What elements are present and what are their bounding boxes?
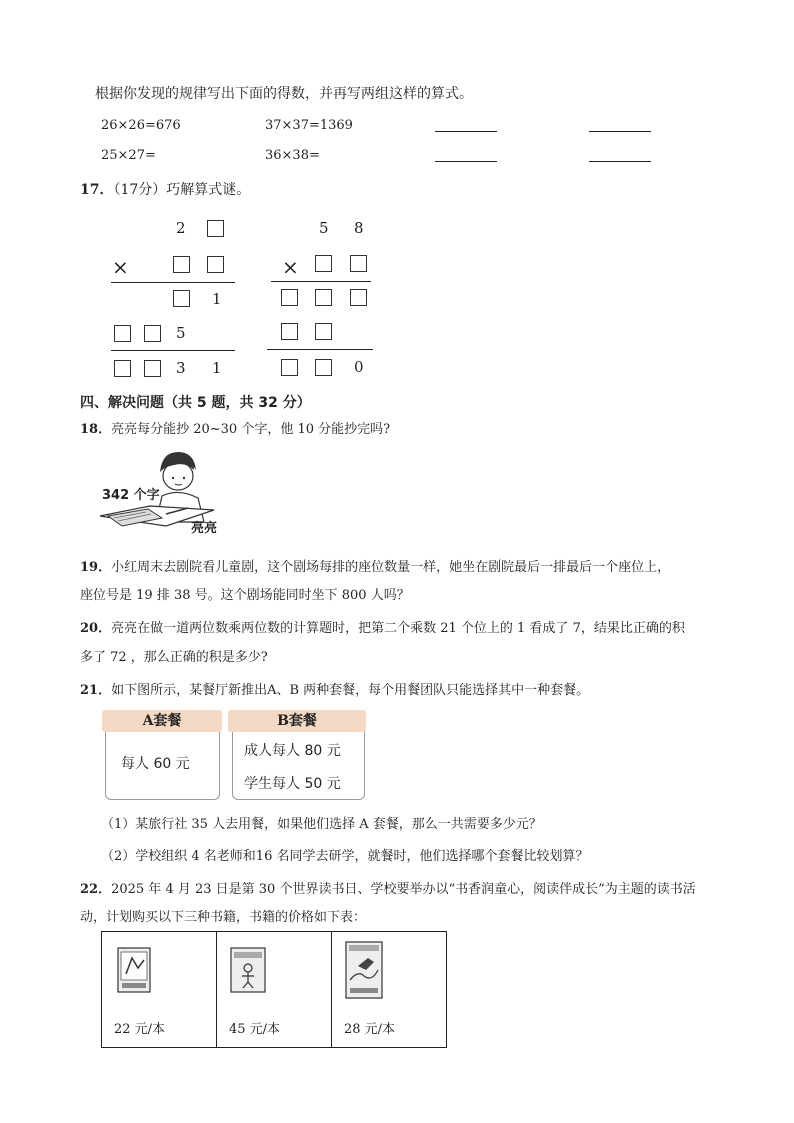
question-number: 17． — [80, 182, 114, 198]
question-number: 20． — [80, 621, 112, 636]
digit-box[interactable] — [315, 255, 332, 272]
answer-blank[interactable] — [589, 161, 651, 162]
question-19 — [80, 556, 670, 575]
pattern-row2-left: 25×27= — [101, 148, 156, 163]
question-22 — [80, 878, 696, 897]
book-cell — [102, 932, 217, 1048]
digit: 8 — [354, 219, 364, 237]
divider-line — [111, 282, 235, 283]
book-price: 22 元/本 — [114, 1022, 166, 1037]
question-text: 2025 年 4 月 23 日是第 30 个世界读书日、学校要举办以“书香润童心，阅读伴成长”为主题的读书活 — [111, 882, 696, 897]
answer-blank[interactable] — [435, 131, 497, 132]
digit-box[interactable] — [144, 360, 161, 377]
book-icon — [229, 946, 267, 996]
digit-box[interactable] — [350, 289, 367, 306]
question-number: 18． — [80, 422, 112, 437]
book-icon — [116, 946, 154, 996]
question-22-line2: 动，计划购买以下三种书籍，书籍的价格如下表： — [80, 910, 367, 925]
digit-box[interactable] — [315, 323, 332, 340]
question-20 — [80, 617, 685, 636]
question-text: 亮亮每分能抄 20~30 个字，他 10 分能抄完吗? — [111, 422, 391, 437]
digit-box[interactable] — [315, 289, 332, 306]
digit-box[interactable] — [281, 359, 298, 376]
question-19-line2: 座位号是 19 排 38 号。这个剧场能同时坐下 800 人吗？ — [80, 588, 410, 603]
digit-box[interactable] — [281, 289, 298, 306]
question-21 — [80, 679, 589, 698]
pattern-row2-right: 36×38= — [265, 148, 320, 163]
image-label: 342 个字 — [102, 488, 160, 503]
multiply-sign: × — [112, 255, 129, 279]
question-number: 19． — [80, 560, 112, 575]
question-18 — [80, 418, 390, 437]
book-cell — [217, 932, 332, 1048]
digit: 0 — [354, 358, 364, 376]
question-text: （17分）巧解算式谜。 — [113, 182, 251, 198]
pattern-row1-left: 26×26=676 — [101, 118, 181, 133]
menu-title: B套餐 — [228, 710, 366, 732]
book-price-table — [101, 931, 447, 1048]
question-text: 亮亮在做一道两位数乘两位数的计算题时，把第二个乘数 21 个位上的 1 看成了 7，结果比正确的积 — [111, 621, 685, 636]
digit-box[interactable] — [350, 255, 367, 272]
intro-text: 根据你发现的规律写出下面的得数，并再写两组这样的算式。 — [95, 86, 473, 102]
sub-question-1: （1）某旅行社 35 人去用餐，如果他们选择 A 套餐，那么一共需要多少元？ — [101, 817, 542, 832]
digit-box[interactable] — [173, 290, 190, 307]
digit-box[interactable] — [207, 256, 224, 273]
pattern-row1-right: 37×37=1369 — [265, 118, 353, 133]
table-row — [102, 932, 447, 1048]
book-icon — [344, 940, 384, 1000]
menu-price: 每人 60 元 — [121, 756, 190, 772]
multiply-sign: × — [282, 255, 299, 279]
digit-box[interactable] — [114, 325, 131, 342]
book-cell — [332, 932, 447, 1048]
divider-line — [271, 281, 371, 282]
digit: 5 — [319, 219, 329, 237]
digit: 3 — [176, 359, 186, 377]
digit-box[interactable] — [173, 256, 190, 273]
digit: 1 — [212, 359, 222, 377]
menu-price: 学生每人 50 元 — [244, 776, 341, 792]
question-20-line2: 多了 72 ，那么正确的积是多少? — [80, 650, 268, 665]
question-text: 如下图所示，某餐厅新推出A、B 两种套餐，每个用餐团队只能选择其中一种套餐。 — [111, 683, 590, 698]
divider-line — [267, 349, 373, 350]
question-number: 21． — [80, 683, 112, 698]
question-17 — [80, 179, 250, 199]
sub-question-2: （2）学校组织 4 名老师和16 名同学去研学，就餐时，他们选择哪个套餐比较划算？ — [101, 849, 589, 864]
digit-box[interactable] — [144, 325, 161, 342]
question-text: 小红周末去剧院看儿童剧，这个剧场每排的座位数量一样，她坐在剧院最后一排最后一个座位上， — [111, 560, 671, 575]
menu-price: 成人每人 80 元 — [244, 743, 341, 759]
digit: 5 — [176, 324, 186, 342]
book-price: 45 元/本 — [229, 1022, 281, 1037]
digit: 1 — [212, 290, 222, 308]
image-label: 亮亮 — [191, 521, 218, 536]
digit: 2 — [176, 219, 186, 237]
menu-title: A套餐 — [102, 710, 222, 732]
book-price: 28 元/本 — [344, 1022, 396, 1037]
answer-blank[interactable] — [435, 161, 497, 162]
digit-box[interactable] — [207, 220, 224, 237]
section-heading: 四、解决问题（共 5 题，共 32 分） — [80, 395, 311, 411]
digit-box[interactable] — [315, 359, 332, 376]
answer-blank[interactable] — [589, 131, 651, 132]
digit-box[interactable] — [281, 323, 298, 340]
digit-box[interactable] — [114, 360, 131, 377]
divider-line — [111, 350, 235, 351]
question-number: 22． — [80, 882, 112, 897]
